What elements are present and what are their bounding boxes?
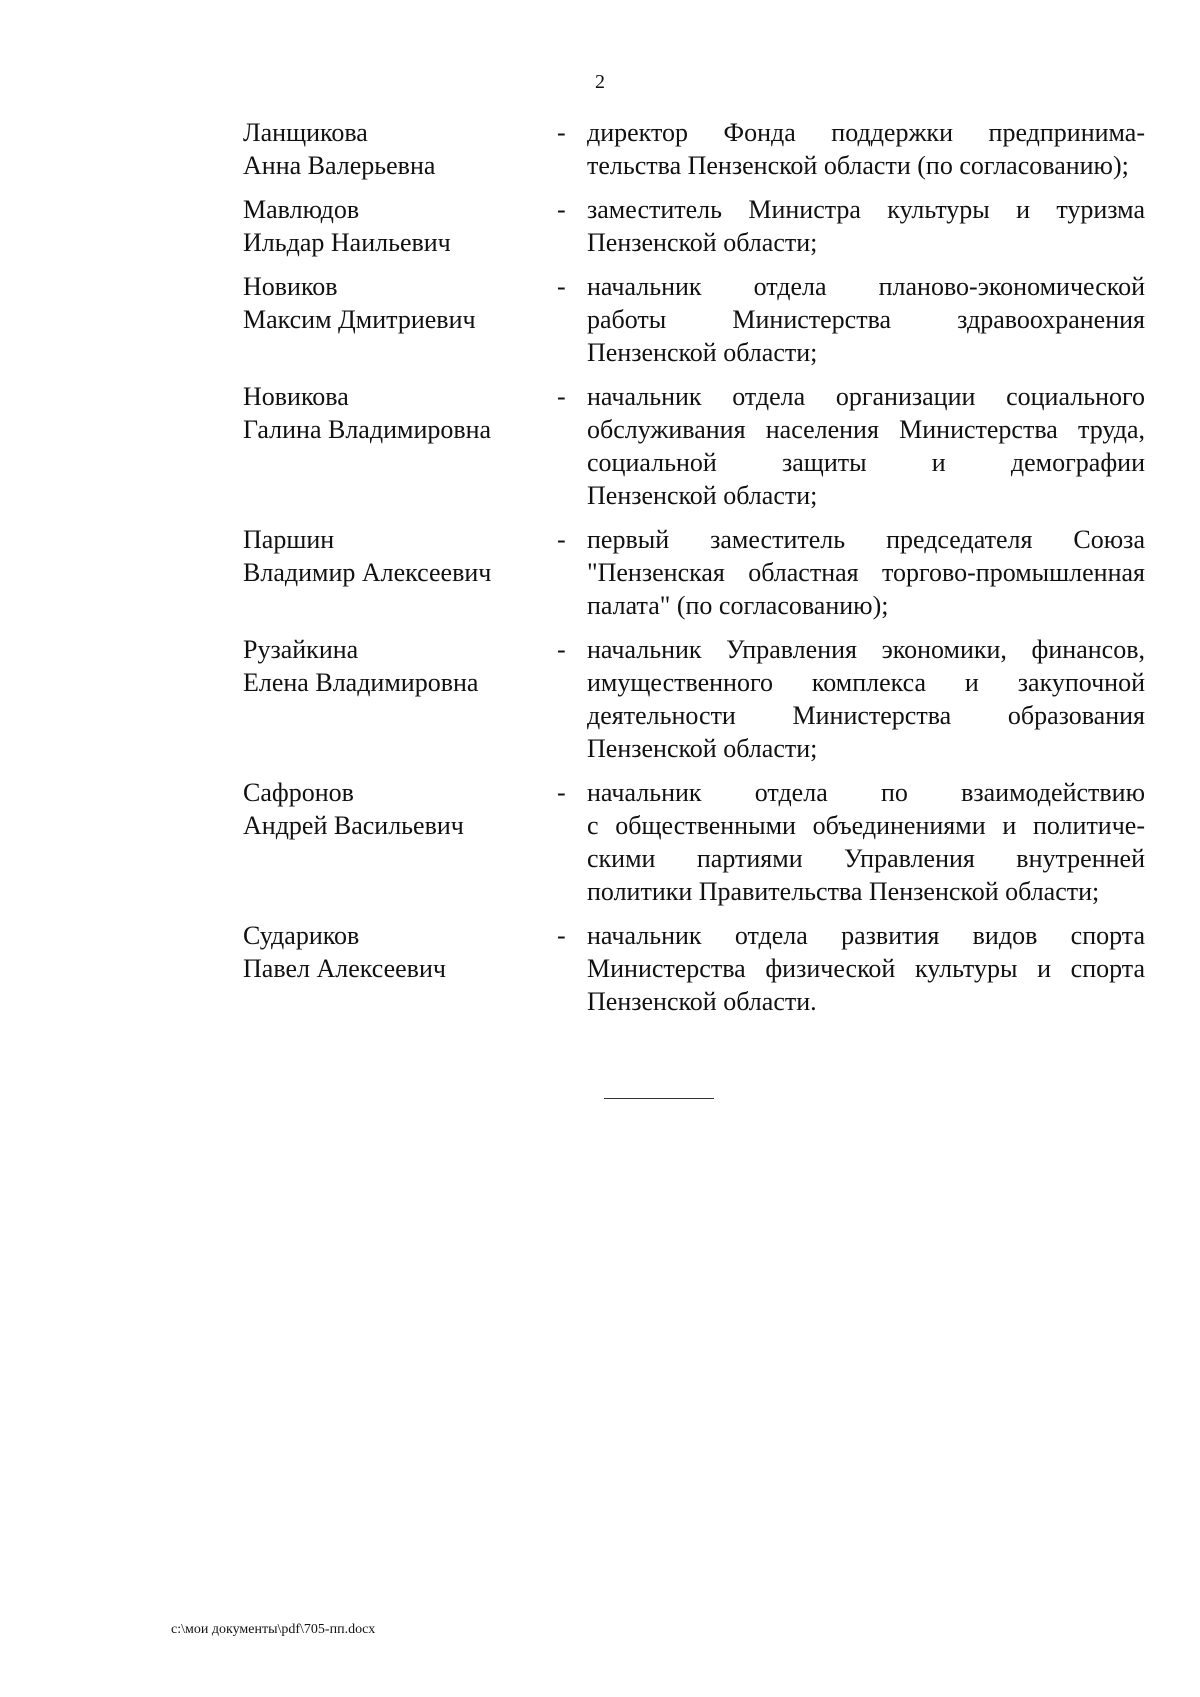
member-position-line: первый заместитель председателя Союза [587,525,1145,554]
member-entry [243,633,1145,765]
page-number: 2 [595,71,605,93]
member-position-line: начальник отдела развития видов спорта [587,921,1145,950]
member-surname: Мавлюдов [243,195,360,224]
member-position [587,380,1145,512]
member-position [587,270,1145,369]
member-surname: Паршин [243,525,335,554]
member-name [243,633,557,699]
member-surname: Сафронов [243,778,354,807]
member-position-line: начальник отдела организации социального [587,382,1145,411]
member-name [243,380,557,446]
member-position-line: палата" (по согласованию); [587,591,889,620]
member-position-line: политики Правительства Пензенской области; [587,877,1100,906]
member-given-names: Максим Дмитриевич [243,305,476,334]
member-position-line: начальник отдела по взаимодействию [587,778,1145,807]
member-surname: Новиков [243,272,338,301]
member-entry [243,380,1145,512]
member-position-line: Пензенской области; [587,481,818,510]
member-given-names: Владимир Алексеевич [243,558,492,587]
member-position [587,116,1145,182]
entry-dash: - [557,921,566,950]
member-position-line: директор Фонда поддержки предпринима- [587,118,1145,147]
member-given-names: Анна Валерьевна [243,151,436,180]
member-name [243,193,557,259]
member-name [243,919,557,985]
member-name [243,523,557,589]
end-of-list-rule [604,1098,714,1099]
entry-dash: - [557,272,566,301]
member-position-line: начальник Управления экономики, финансов, [587,635,1145,664]
member-name [243,776,557,842]
member-position-line: Пензенской области; [587,338,818,367]
member-name [243,116,557,182]
member-position-line: заместитель Министра культуры и туризма [587,195,1145,224]
member-position [587,193,1145,259]
member-entry [243,523,1145,622]
member-position-line: скими партиями Управления внутренней [587,844,1145,873]
member-surname: Ланщикова [243,118,368,147]
member-given-names: Андрей Васильевич [243,811,464,840]
member-entry [243,116,1145,182]
member-position-line: Пензенской области; [587,734,818,763]
member-surname: Рузайкина [243,635,359,664]
member-position-line: обслуживания населения Министерства труда, [587,415,1145,444]
member-position-line: с общественными объединениями и политиче- [587,811,1145,840]
member-position [587,523,1145,622]
member-given-names: Галина Владимировна [243,415,492,444]
entry-dash: - [557,778,566,807]
entry-dash: - [557,195,566,224]
member-position [587,633,1145,765]
entry-dash: - [557,635,566,664]
entry-dash: - [557,118,566,147]
member-given-names: Елена Владимировна [243,668,479,697]
member-given-names: Ильдар Наильевич [243,228,451,257]
member-entry [243,776,1145,908]
member-surname: Судариков [243,921,360,950]
footer-file-path: c:\мои документы\pdf\705-пп.docx [171,1622,376,1637]
member-position [587,919,1145,1018]
entry-dash: - [557,525,566,554]
member-position-line: работы Министерства здравоохранения [587,305,1145,334]
member-position-line: социальной защиты и демографии [587,448,1145,477]
member-position-line: Пензенской области. [587,987,817,1016]
member-position-line: "Пензенская областная торгово-промышленная [587,558,1145,587]
member-position-line: Министерства физической культуры и спорта [587,954,1145,983]
member-position-line: тельства Пензенской области (по согласованию); [587,151,1129,180]
member-surname: Новикова [243,382,349,411]
member-list [243,116,1145,1029]
member-position-line: деятельности Министерства образования [587,701,1145,730]
member-entry [243,919,1145,1018]
member-position-line: имущественного комплекса и закупочной [587,668,1145,697]
entry-dash: - [557,382,566,411]
member-given-names: Павел Алексеевич [243,954,446,983]
member-position [587,776,1145,908]
member-position-line: Пензенской области; [587,228,818,257]
member-entry [243,270,1145,369]
member-entry [243,193,1145,259]
member-position-line: начальник отдела планово-экономической [587,272,1145,301]
member-name [243,270,557,336]
